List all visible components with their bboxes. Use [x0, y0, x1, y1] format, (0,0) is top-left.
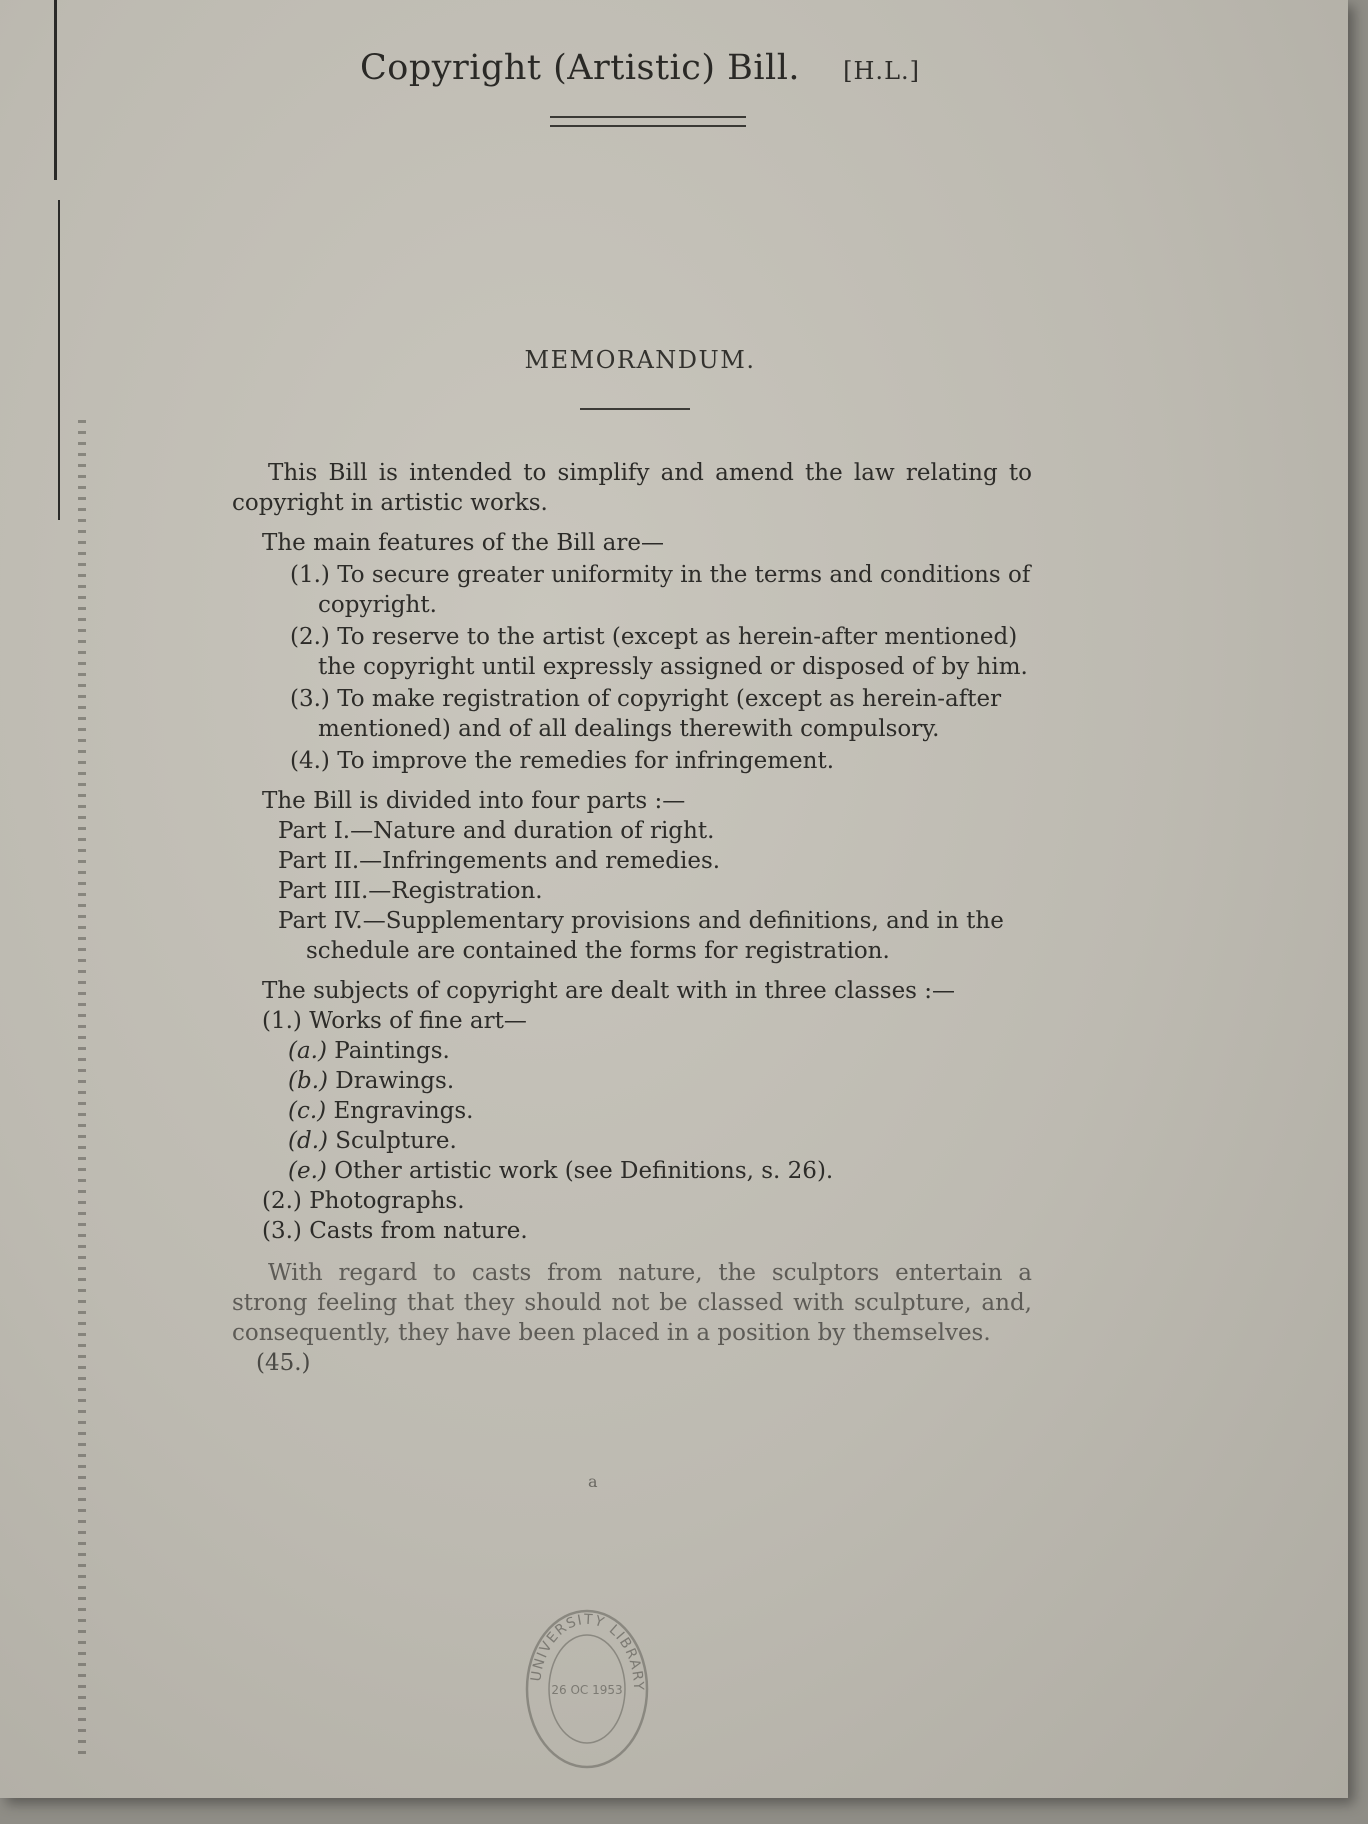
subclass-item — [288, 1156, 1032, 1186]
page-title: Copyright (Artistic) Bill. — [360, 48, 801, 88]
stamp-ring-text: UNIVERSITY LIBRARY — [528, 1611, 647, 1692]
class-item: (3.) Casts from nature. — [262, 1218, 528, 1244]
heading-rule — [580, 408, 690, 410]
page-code: (45.) — [256, 1350, 311, 1376]
library-stamp — [524, 1608, 650, 1770]
intro-paragraph: This Bill is intended to simplify and amend the law relating to copyright in artistic works. — [232, 460, 1032, 516]
casts-note-paragraph: With regard to casts from nature, the sculptors entertain a strong feeling that they should not be classed with sculpture, and, consequently, they have been placed in a position by themselves. — [232, 1260, 1032, 1346]
feature-item: (4.) To improve the remedies for infringement. — [290, 748, 835, 774]
classes-lead: The subjects of copyright are dealt with in three classes :— — [262, 978, 956, 1004]
part-item: Part III.—Registration. — [278, 878, 543, 904]
part-item: Part IV.—Supplementary provisions and definitions, and in the schedule are contained the forms for registration. — [278, 908, 1004, 964]
subclass-label: (e.) — [288, 1158, 327, 1184]
memorandum-body — [232, 458, 1032, 1378]
part-item: Part II.—Infringements and remedies. — [278, 848, 721, 874]
subclass-label: (a.) — [288, 1038, 327, 1064]
feature-item: (3.) To make registration of copyright (except as herein-after mentioned) and of all dealings therewith compulsory. — [290, 686, 1002, 742]
title-double-rule — [550, 116, 746, 127]
stamp-date: 26 OC 1953 — [551, 1683, 623, 1697]
subclass-item — [288, 1036, 1032, 1066]
subclass-text: Paintings. — [334, 1038, 450, 1064]
subclass-label: (b.) — [288, 1068, 328, 1094]
signature-mark: a — [588, 1472, 598, 1491]
subclass-item — [288, 1126, 1032, 1156]
subclass-text: Drawings. — [335, 1068, 455, 1094]
features-lead: The main features of the Bill are— — [262, 530, 664, 556]
subclass-text: Sculpture. — [335, 1128, 457, 1154]
title-row — [0, 48, 1280, 88]
feature-item: (2.) To reserve to the artist (except as herein-after mentioned) the copyright until expressly assigned or disposed of by him. — [290, 624, 1028, 680]
binding-edge-line — [54, 0, 57, 180]
memorandum-heading: MEMORANDUM. — [524, 346, 756, 374]
binding-stitch-marks — [78, 420, 86, 1760]
house-mark: [H.L.] — [843, 57, 920, 85]
parts-lead: The Bill is divided into four parts :— — [262, 788, 686, 814]
subclass-text: Engravings. — [333, 1098, 474, 1124]
subclass-text: Other artistic work (see Definitions, s. 26). — [334, 1158, 834, 1184]
subclass-label: (d.) — [288, 1128, 328, 1154]
subclass-item — [288, 1096, 1032, 1126]
class-item: (1.) Works of fine art— — [262, 1008, 527, 1034]
class-item: (2.) Photographs. — [262, 1188, 465, 1214]
part-item: Part I.—Nature and duration of right. — [278, 818, 715, 844]
subclass-item — [288, 1066, 1032, 1096]
feature-item: (1.) To secure greater uniformity in the terms and conditions of copyright. — [290, 562, 1031, 618]
subclass-label: (c.) — [288, 1098, 327, 1124]
